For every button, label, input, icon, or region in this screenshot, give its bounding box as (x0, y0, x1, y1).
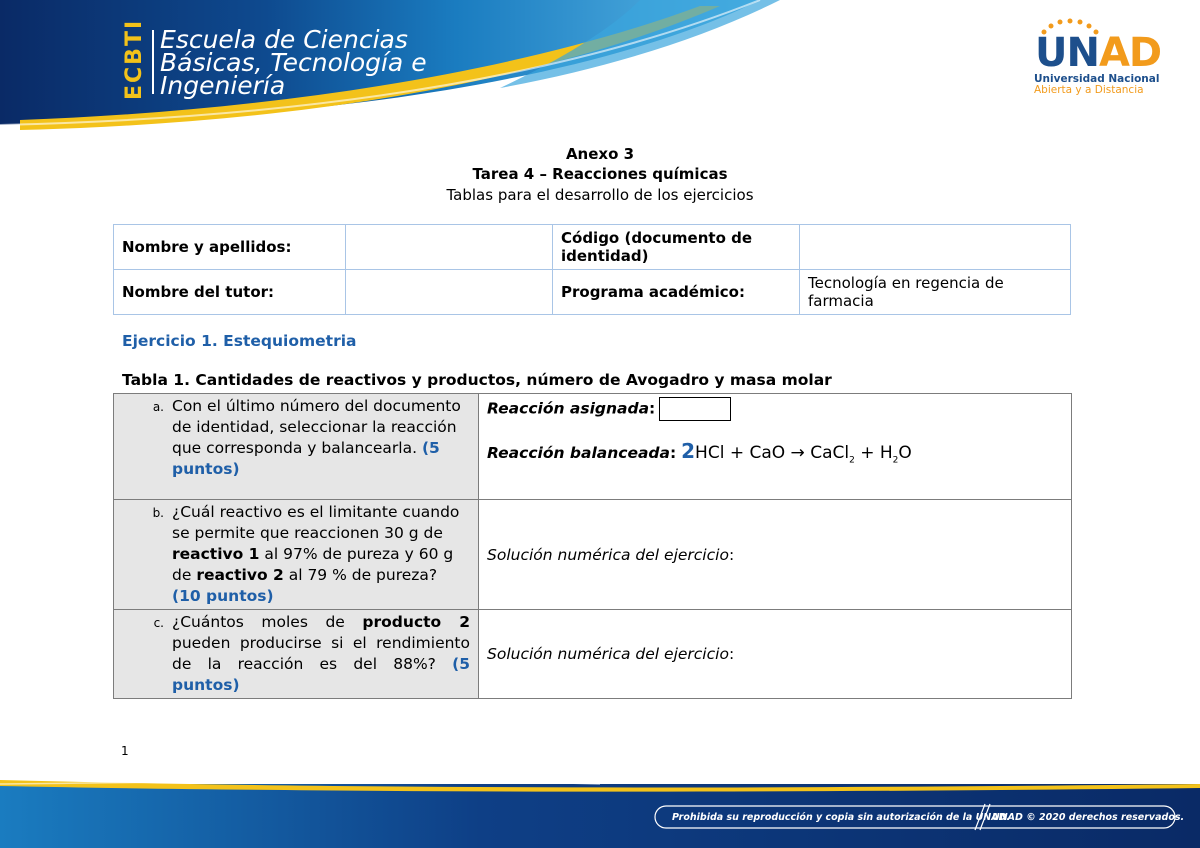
student-info-table (113, 224, 1071, 315)
assigned-label: Reacción asignada (487, 399, 650, 418)
question-text: ¿Cuál reactivo es el limitante cuando se permite que reaccionen 30 g de reactivo 1 al 97% de pureza y 60 g de reactivo 2 al 79 % de pureza? (10 puntos) (172, 503, 460, 605)
question-points: (10 puntos) (172, 587, 274, 605)
name-value[interactable] (346, 225, 553, 270)
question-cell (114, 394, 479, 500)
code-label: Código (documento de identidad) (553, 225, 800, 270)
answer-cell[interactable]: Solución numérica del ejercicio: (479, 610, 1072, 699)
question-text: ¿Cuántos moles de producto 2 pueden producirse si el rendimiento de la reacción es del 88%? (5 puntos) (172, 613, 471, 694)
unad-subtitle-1: Universidad Nacional (1034, 73, 1160, 85)
school-name-line2: Básicas, Tecnología e (160, 48, 427, 77)
school-name (160, 25, 427, 100)
question-cell (114, 500, 479, 610)
footer-copyright-notice: Prohibida su reproducción y copia sin autorización de la UNAD. (672, 812, 1011, 823)
answer-cell (479, 394, 1072, 500)
question-letter: b. (152, 506, 164, 520)
assigned-reaction-input[interactable] (659, 397, 731, 421)
info-row (114, 270, 1071, 315)
question-letter: a. (152, 400, 164, 414)
footer-background (0, 770, 1200, 848)
question-points: (5 puntos) (172, 655, 470, 694)
answer-label: Solución numérica del ejercicio (487, 645, 729, 663)
header-divider (152, 30, 154, 94)
balanced-reaction-row: Reacción balanceada: 2HCl + CaO → CaCl$_2$ + $H_2O$ (487, 439, 912, 466)
name-label: Nombre y apellidos: (114, 225, 346, 270)
school-name-line1: Escuela de Ciencias (160, 25, 408, 54)
exercise-table (113, 393, 1072, 699)
exercise-title: Ejercicio 1. Estequiometria (122, 332, 357, 350)
unad-logo (1035, 30, 1161, 76)
program-value[interactable]: Tecnología en regencia de farmacia (800, 270, 1071, 315)
table-row (114, 610, 1072, 699)
info-row (114, 225, 1071, 270)
page-number: 1 (121, 744, 129, 758)
program-label: Programa académico: (553, 270, 800, 315)
table-row (114, 500, 1072, 610)
question-text (172, 396, 470, 480)
table-row (114, 394, 1072, 500)
question-cell (114, 610, 479, 699)
tutor-value[interactable] (346, 270, 553, 315)
school-name-line3: Ingeniería (160, 71, 286, 100)
assigned-reaction-row: Reacción asignada: (487, 397, 1063, 421)
answer-cell[interactable]: Solución numérica del ejercicio: (479, 500, 1072, 610)
unad-logo-ad: AD (1098, 30, 1162, 76)
annex-title: Anexo 3 (565, 145, 635, 163)
ecbti-vertical-label: ECBTI (122, 18, 147, 100)
answer-label: Solución numérica del ejercicio (487, 545, 729, 564)
task-title: Tarea 4 – Reacciones químicas (472, 165, 728, 183)
document-subtitle: Tablas para el desarrollo de los ejercicios (446, 186, 754, 204)
unad-subtitle-2: Abierta y a Distancia (1034, 84, 1144, 96)
table-caption: Tabla 1. Cantidades de reactivos y productos, número de Avogadro y masa molar (122, 371, 832, 389)
footer-rights: UNAD © 2020 derechos reservados. (992, 812, 1185, 823)
reaction-formula: HCl + CaO → CaCl$_2$ + $H_2O$ (695, 443, 912, 466)
reaction-coefficient: 2 (681, 439, 696, 463)
question-body: Con el último número del documento de identidad, seleccionar la reacción que corresponda y balancearla. (172, 397, 461, 457)
unad-logo-un: UN (1035, 30, 1099, 76)
tutor-label: Nombre del tutor: (114, 270, 346, 315)
balanced-label: Reacción balanceada (487, 444, 670, 462)
question-points: (5 puntos) (172, 439, 440, 478)
footer-banner (0, 770, 1200, 848)
question-letter: c. (153, 616, 164, 630)
code-value[interactable] (800, 225, 1071, 270)
